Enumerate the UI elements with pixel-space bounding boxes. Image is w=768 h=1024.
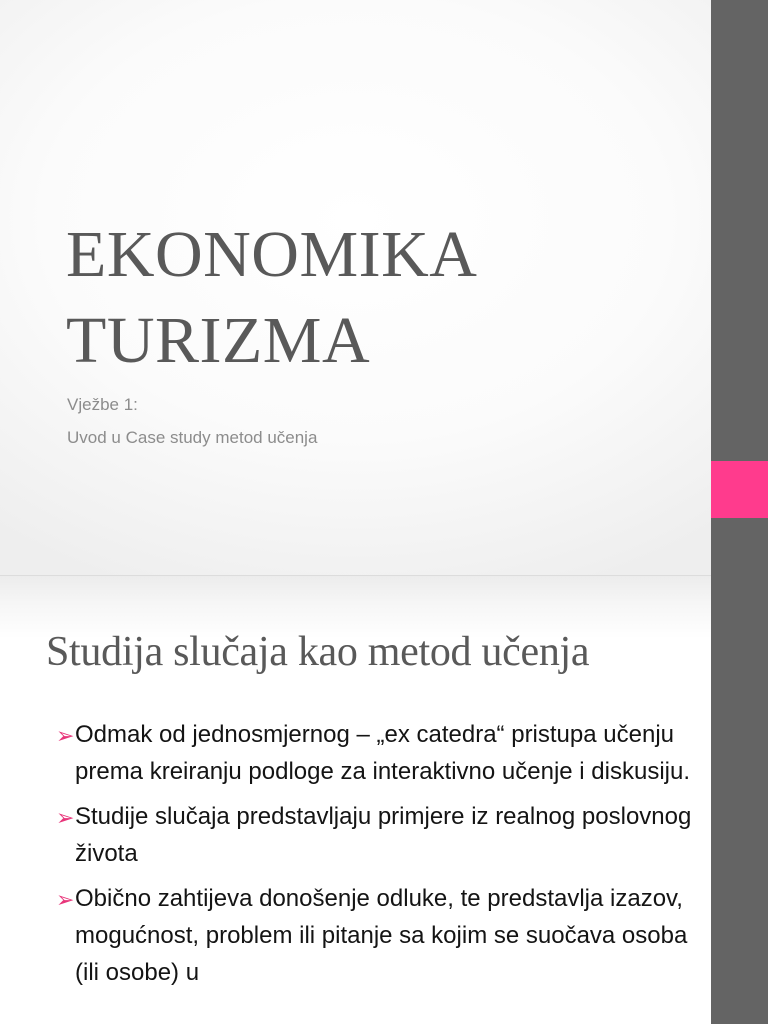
subtitle-line: Vježbe 1:: [67, 395, 138, 414]
subtitle-line: Uvod u Case study metod učenja: [67, 428, 318, 447]
bullet-text: Odmak od jednosmjernog – „ex catedra“ pristupa učenju prema kreiranju podloge za interaktivno učenje i diskusiju.: [75, 721, 690, 785]
slide-title: Studija slučaja kao metod učenja: [46, 629, 590, 675]
presentation-title: [66, 212, 686, 384]
content-slide[interactable]: [0, 576, 711, 1024]
sidebar-accent-block: [711, 461, 768, 518]
title-line: EKONOMIKA: [66, 218, 478, 291]
title-line: TURIZMA: [66, 304, 371, 377]
bullet-item: [56, 798, 696, 872]
sidebar-bar: [711, 0, 768, 1024]
arrow-bullet-icon: ➢: [56, 887, 75, 912]
arrow-bullet-icon: ➢: [56, 723, 75, 748]
bullet-item: [56, 880, 696, 991]
arrow-bullet-icon: ➢: [56, 805, 75, 830]
bullet-text: Obično zahtijeva donošenje odluke, te predstavlja izazov, mogućnost, problem ili pitanje sa kojim se suočava osoba (ili osobe) u: [75, 885, 688, 986]
bullet-text: Studije slučaja predstavljaju primjere iz realnog poslovnog života: [75, 803, 692, 867]
bullet-list: [56, 716, 696, 999]
bullet-item: [56, 716, 696, 790]
presentation-subtitle: [67, 388, 667, 454]
